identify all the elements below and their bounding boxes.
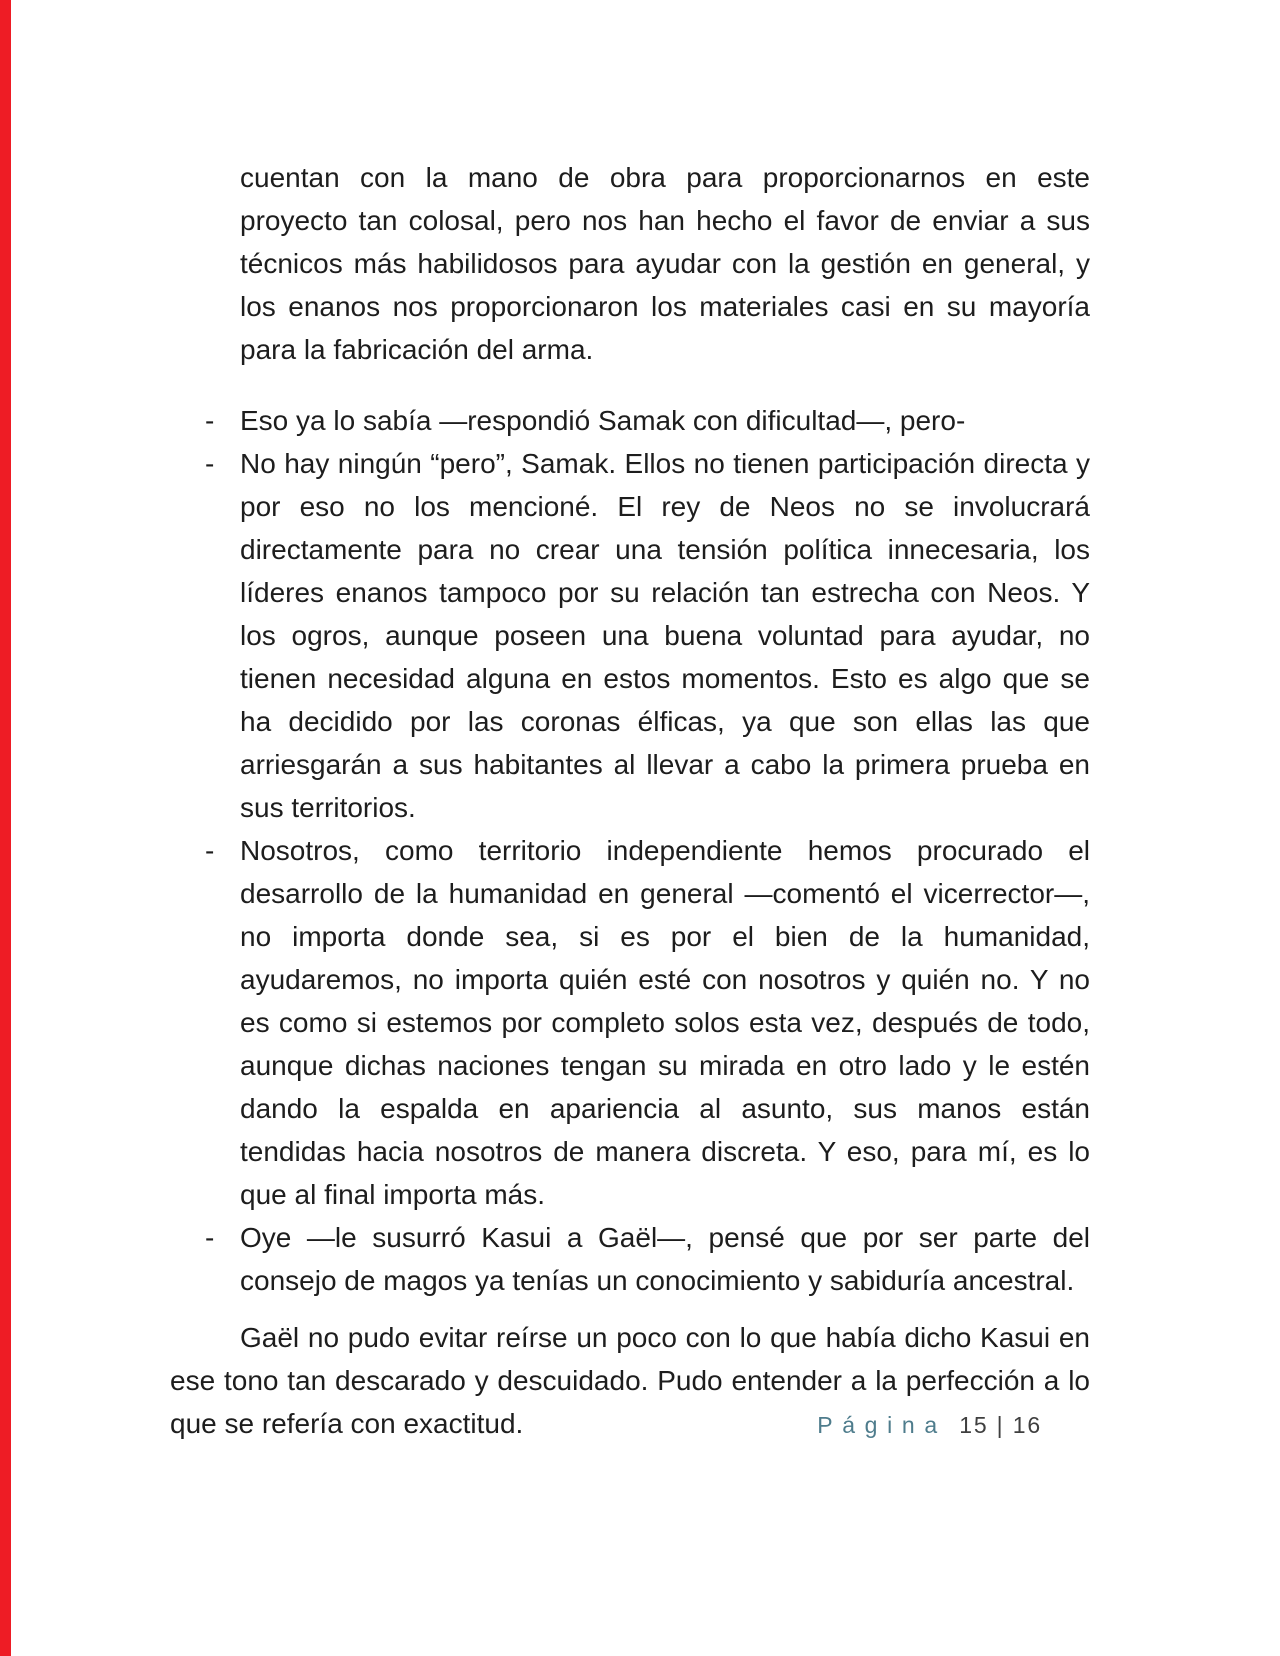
dialogue-text: Nosotros, como territorio independiente hemos procurado el desarrollo de la humanidad en general —comentó el vicerrector—, no importa donde sea, si es por el bien de la humanidad, ayudaremos, no importa quién esté con nosotros y quién no. Y no es como si estemos por completo solos esta vez, después de todo, aunque dichas naciones tengan su mirada en otro lado y le estén dando la espalda en apariencia al asunto, sus manos están tendidas hacia nosotros de manera discreta. Y eso, para mí, es lo que al final importa más. bbox=[240, 835, 1090, 1210]
dialogue-text: Eso ya lo sabía —respondió Samak con dificultad—, pero- bbox=[240, 405, 966, 436]
dialogue-item bbox=[170, 1216, 1090, 1302]
paragraph-continuation: cuentan con la mano de obra para proporcionarnos en este proyecto tan colosal, pero nos han hecho el favor de enviar a sus técnicos más habilidosos para ayudar con la gestión en general, y los enanos nos proporcionaron los materiales casi en su mayoría para la fabricación del arma. bbox=[240, 162, 1090, 365]
dialogue-item bbox=[170, 829, 1090, 1216]
dialogue-dash-marker: - bbox=[205, 835, 215, 866]
left-accent-bar bbox=[0, 0, 11, 1656]
paragraph-closing: Gaël no pudo evitar reírse un poco con lo que había dicho Kasui en ese tono tan descarado y descuidado. Pudo entender a la perfección a lo que se refería con exactitud. bbox=[170, 1322, 1090, 1439]
dialogue-dash-marker: - bbox=[205, 405, 215, 436]
dialogue-item bbox=[170, 399, 1090, 442]
footer-page-label: Página bbox=[817, 1412, 947, 1438]
dialogue-text: No hay ningún “pero”, Samak. Ellos no tienen participación directa y por eso no los mencioné. El rey de Neos no se involucrará directamente para no crear una tensión política innecesaria, los líderes enanos tampoco por su relación tan estrecha con Neos. Y los ogros, aunque poseen una buena voluntad para ayudar, no tienen necesidad alguna en estos momentos. Esto es algo que se ha decidido por las coronas élficas, ya que son ellas las que arriesgarán a sus habitantes al llevar a cabo la primera prueba en sus territorios. bbox=[240, 448, 1090, 823]
page-footer bbox=[170, 1412, 1042, 1439]
page-body-text bbox=[170, 128, 1090, 1473]
dialogue-dash-marker: - bbox=[205, 448, 215, 479]
footer-page-number: 15 | 16 bbox=[959, 1412, 1042, 1438]
dialogue-dash-marker: - bbox=[205, 1222, 215, 1253]
dialogue-text: Oye —le susurró Kasui a Gaël—, pensé que por ser parte del consejo de magos ya tenías un conocimiento y sabiduría ancestral. bbox=[240, 1222, 1090, 1296]
dialogue-item bbox=[170, 442, 1090, 829]
